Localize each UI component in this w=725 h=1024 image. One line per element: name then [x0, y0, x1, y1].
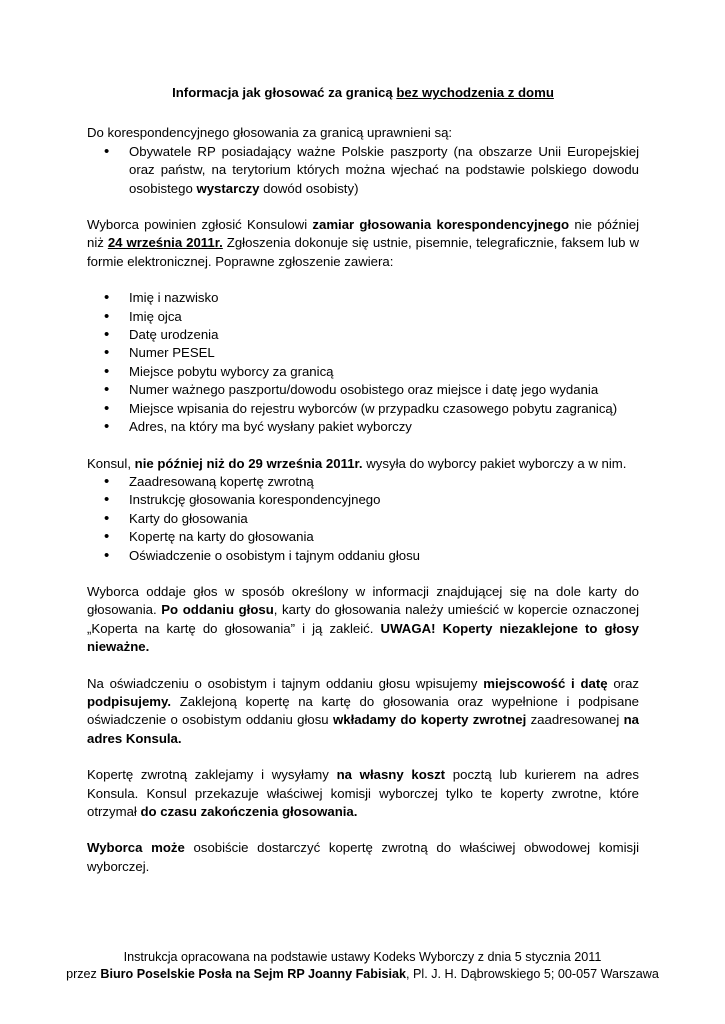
list-item: • Oświadczenie o osobistym i tajnym oddaniu głosu: [87, 547, 639, 565]
consul-paragraph: Konsul, nie później niż do 29 września 2011r. wysyła do wyborcy pakiet wyborczy a w nim.: [87, 455, 627, 471]
list-item: • Numer ważnego paszportu/dowodu osobistego oraz miejsce i datę jego wydania: [87, 381, 639, 399]
list-item: • Kopertę na karty do głosowania: [87, 528, 639, 546]
list-item: • Datę urodzenia: [87, 326, 639, 344]
footer-line-2: przez Biuro Poselskie Posła na Sejm RP Joanny Fabisiak, Pl. J. H. Dąbrowskiego 5; 00-057 Warszawa: [66, 967, 659, 981]
title-underlined-text: bez wychodzenia z domu: [396, 85, 554, 100]
notification-paragraph: Wyborca powinien zgłosić Konsulowi zamiar głosowania korespondencyjnego nie później niż 24 września 2011r. Zgłoszenia dokonuje się ustnie, pisemnie, telegraficznie, faksem lub w formie elektronicznej. Poprawne zgłoszenie zawiera:: [87, 217, 640, 269]
footer: [40, 949, 685, 983]
list-item: • Miejsce wpisania do rejestru wyborców (w przypadku czasowego pobytu zagranicą): [87, 400, 639, 418]
list-item: • Numer PESEL: [87, 344, 639, 362]
list-item: • Imię ojca: [87, 308, 639, 326]
document-body: [87, 84, 639, 876]
package-contents-list: [87, 473, 639, 565]
footer-line-1: Instrukcja opracowana na podstawie ustawy Kodeks Wyborczy z dnia 5 stycznia 2011: [123, 950, 602, 964]
list-item: • Obywatele RP posiadający ważne Polskie paszporty (na obszarze Unii Europejskiej oraz państw, na terytorium których można wjechać na podstawie polskiego dowodu osobistego wystarczy dowód osobisty): [87, 143, 639, 198]
title-text: Informacja jak głosować za granicą: [172, 85, 397, 100]
list-item: • Zaadresowaną kopertę zwrotną: [87, 473, 639, 491]
list-item: • Karty do głosowania: [87, 510, 639, 528]
notification-contents-list: [87, 289, 639, 436]
return-envelope-paragraph: Kopertę zwrotną zaklejamy i wysyłamy na własny koszt pocztą lub kurierem na adres Konsula. Konsul przekazuje właściwej komisji wyborczej tylko te koperty zwrotne, które otrzymał do czasu zakończenia głosowania.: [87, 767, 639, 819]
list-item: • Miejsce pobytu wyborcy za granicą: [87, 363, 639, 381]
eligible-list: [87, 143, 639, 198]
list-item: • Adres, na który ma być wysłany pakiet wyborczy: [87, 418, 639, 436]
voting-paragraph: Wyborca oddaje głos w sposób określony w informacji znajdującej się na dole karty do głosowania. Po oddaniu głosu, karty do głosowania należy umieścić w kopercie oznaczonej „Koperta na kartę do głosowania” i ją zakleić. UWAGA! Koperty niezaklejone to głosy nieważne.: [87, 583, 640, 655]
list-item: • Imię i nazwisko: [87, 289, 639, 307]
declaration-paragraph: Na oświadczeniu o osobistym i tajnym oddaniu głosu wpisujemy miejscowość i datę oraz podpisujemy. Zaklejoną kopertę na kartę do głosowania oraz wypełnione i podpisane oświadczenie o osobistym oddaniu głosu wkładamy do koperty zwrotnej zaadresowanej na adres Konsula.: [87, 675, 640, 746]
personal-delivery-paragraph: Wyborca może osobiście dostarczyć kopertę zwrotną do właściwej obwodowej komisji wyborczej.: [87, 840, 640, 874]
document-title: [87, 84, 639, 102]
intro-paragraph: Do korespondencyjnego głosowania za granicą uprawnieni są:: [87, 125, 453, 141]
list-item: • Instrukcję głosowania korespondencyjnego: [87, 491, 639, 509]
